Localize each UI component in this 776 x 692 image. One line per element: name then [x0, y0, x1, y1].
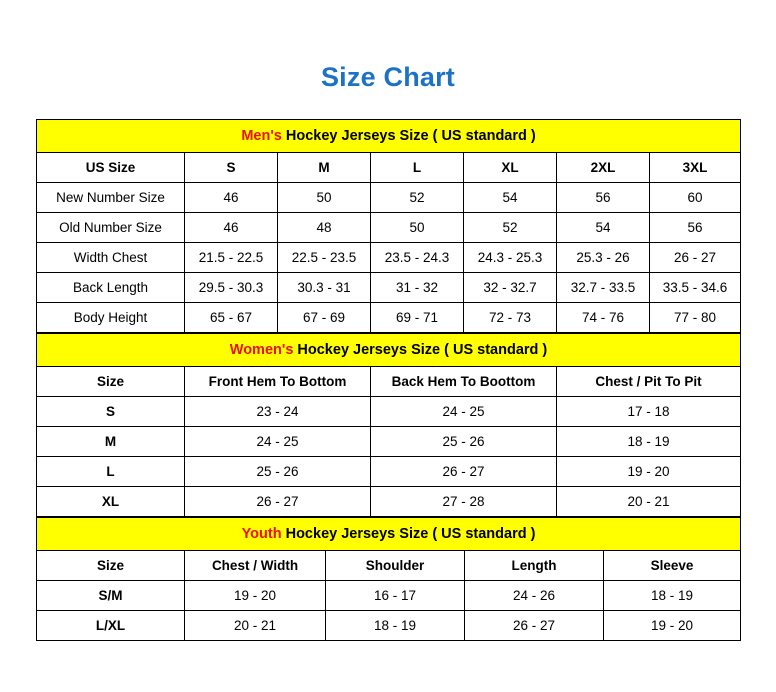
youth-size-table — [36, 517, 741, 641]
table-row — [37, 397, 741, 427]
youth-row-1-label: L/XL — [37, 611, 185, 641]
table-banner-row — [37, 120, 741, 153]
mens-row-3-cell-4: 32 - 32.7 — [464, 273, 557, 303]
womens-row-0-cell-1: 23 - 24 — [185, 397, 371, 427]
womens-row-1-label: M — [37, 427, 185, 457]
womens-row-2-cell-3: 19 - 20 — [557, 457, 741, 487]
mens-row-1-cell-1: 46 — [185, 213, 278, 243]
mens-row-0-cell-5: 56 — [557, 183, 650, 213]
mens-row-4-label: Body Height — [37, 303, 185, 333]
table-row — [37, 213, 741, 243]
womens-banner-accent: Women's — [229, 341, 294, 358]
youth-row-1-cell-1: 20 - 21 — [185, 611, 326, 641]
youth-row-0-cell-1: 19 - 20 — [185, 581, 326, 611]
table-row — [37, 581, 741, 611]
mens-banner — [37, 120, 741, 153]
mens-row-2-cell-3: 23.5 - 24.3 — [371, 243, 464, 273]
youth-row-1-cell-4: 19 - 20 — [604, 611, 741, 641]
youth-header-cell-4: Sleeve — [604, 551, 741, 581]
table-header-row — [37, 367, 741, 397]
mens-row-0-cell-4: 54 — [464, 183, 557, 213]
mens-row-1-cell-2: 48 — [278, 213, 371, 243]
mens-row-3-cell-6: 33.5 - 34.6 — [650, 273, 741, 303]
mens-row-4-cell-6: 77 - 80 — [650, 303, 741, 333]
mens-row-4-cell-5: 74 - 76 — [557, 303, 650, 333]
womens-header-cell-3: Chest / Pit To Pit — [557, 367, 741, 397]
table-row — [37, 183, 741, 213]
womens-banner — [37, 334, 741, 367]
mens-row-0-cell-2: 50 — [278, 183, 371, 213]
womens-row-1-cell-1: 24 - 25 — [185, 427, 371, 457]
womens-row-2-cell-1: 25 - 26 — [185, 457, 371, 487]
mens-row-2-cell-6: 26 - 27 — [650, 243, 741, 273]
mens-header-cell-6: 3XL — [650, 153, 741, 183]
mens-row-1-cell-3: 50 — [371, 213, 464, 243]
womens-row-2-label: L — [37, 457, 185, 487]
mens-row-4-cell-3: 69 - 71 — [371, 303, 464, 333]
mens-header-cell-1: S — [185, 153, 278, 183]
youth-header-cell-0: Size — [37, 551, 185, 581]
mens-row-1-cell-5: 54 — [557, 213, 650, 243]
table-banner-row — [37, 334, 741, 367]
youth-header-cell-2: Shoulder — [326, 551, 465, 581]
table-header-row — [37, 153, 741, 183]
table-row — [37, 303, 741, 333]
youth-banner — [37, 518, 741, 551]
womens-row-3-cell-2: 27 - 28 — [371, 487, 557, 517]
youth-row-1-cell-3: 26 - 27 — [465, 611, 604, 641]
table-row — [37, 243, 741, 273]
mens-row-2-cell-1: 21.5 - 22.5 — [185, 243, 278, 273]
table-row — [37, 457, 741, 487]
mens-header-cell-2: M — [278, 153, 371, 183]
mens-row-3-cell-2: 30.3 - 31 — [278, 273, 371, 303]
table-header-row — [37, 551, 741, 581]
youth-row-0-label: S/M — [37, 581, 185, 611]
mens-row-2-cell-5: 25.3 - 26 — [557, 243, 650, 273]
womens-header-cell-1: Front Hem To Bottom — [185, 367, 371, 397]
mens-header-cell-4: XL — [464, 153, 557, 183]
womens-row-0-label: S — [37, 397, 185, 427]
mens-header-cell-5: 2XL — [557, 153, 650, 183]
mens-row-3-cell-1: 29.5 - 30.3 — [185, 273, 278, 303]
mens-row-2-cell-4: 24.3 - 25.3 — [464, 243, 557, 273]
womens-row-0-cell-3: 17 - 18 — [557, 397, 741, 427]
youth-row-0-cell-3: 24 - 26 — [465, 581, 604, 611]
youth-header-cell-1: Chest / Width — [185, 551, 326, 581]
womens-banner-rest: Hockey Jerseys Size ( US standard ) — [293, 341, 548, 358]
mens-row-4-cell-1: 65 - 67 — [185, 303, 278, 333]
mens-row-4-cell-2: 67 - 69 — [278, 303, 371, 333]
mens-row-1-cell-6: 56 — [650, 213, 741, 243]
womens-header-cell-0: Size — [37, 367, 185, 397]
mens-row-0-cell-1: 46 — [185, 183, 278, 213]
youth-row-1-cell-2: 18 - 19 — [326, 611, 465, 641]
table-banner-row — [37, 518, 741, 551]
youth-row-0-cell-2: 16 - 17 — [326, 581, 465, 611]
mens-header-cell-0: US Size — [37, 153, 185, 183]
mens-row-1-label: Old Number Size — [37, 213, 185, 243]
youth-banner-rest: Hockey Jerseys Size ( US standard ) — [281, 525, 536, 542]
youth-row-0-cell-4: 18 - 19 — [604, 581, 741, 611]
mens-row-3-cell-5: 32.7 - 33.5 — [557, 273, 650, 303]
table-row — [37, 487, 741, 517]
mens-row-1-cell-4: 52 — [464, 213, 557, 243]
womens-header-cell-2: Back Hem To Boottom — [371, 367, 557, 397]
table-row — [37, 611, 741, 641]
womens-row-3-cell-1: 26 - 27 — [185, 487, 371, 517]
womens-size-table — [36, 333, 741, 517]
womens-row-2-cell-2: 26 - 27 — [371, 457, 557, 487]
mens-size-table — [36, 119, 741, 333]
mens-row-0-cell-3: 52 — [371, 183, 464, 213]
womens-row-3-cell-3: 20 - 21 — [557, 487, 741, 517]
mens-row-2-label: Width Chest — [37, 243, 185, 273]
table-row — [37, 427, 741, 457]
youth-banner-accent: Youth — [241, 525, 282, 542]
mens-header-cell-3: L — [371, 153, 464, 183]
womens-row-1-cell-2: 25 - 26 — [371, 427, 557, 457]
womens-row-1-cell-3: 18 - 19 — [557, 427, 741, 457]
womens-row-0-cell-2: 24 - 25 — [371, 397, 557, 427]
mens-banner-rest: Hockey Jerseys Size ( US standard ) — [281, 127, 536, 144]
womens-row-3-label: XL — [37, 487, 185, 517]
mens-row-0-cell-6: 60 — [650, 183, 741, 213]
mens-row-4-cell-4: 72 - 73 — [464, 303, 557, 333]
mens-row-0-label: New Number Size — [37, 183, 185, 213]
youth-header-cell-3: Length — [465, 551, 604, 581]
table-row — [37, 273, 741, 303]
page-title: Size Chart — [320, 62, 456, 92]
mens-row-2-cell-2: 22.5 - 23.5 — [278, 243, 371, 273]
mens-banner-accent: Men's — [241, 127, 282, 144]
mens-row-3-label: Back Length — [37, 273, 185, 303]
size-tables — [36, 119, 740, 641]
mens-row-3-cell-3: 31 - 32 — [371, 273, 464, 303]
